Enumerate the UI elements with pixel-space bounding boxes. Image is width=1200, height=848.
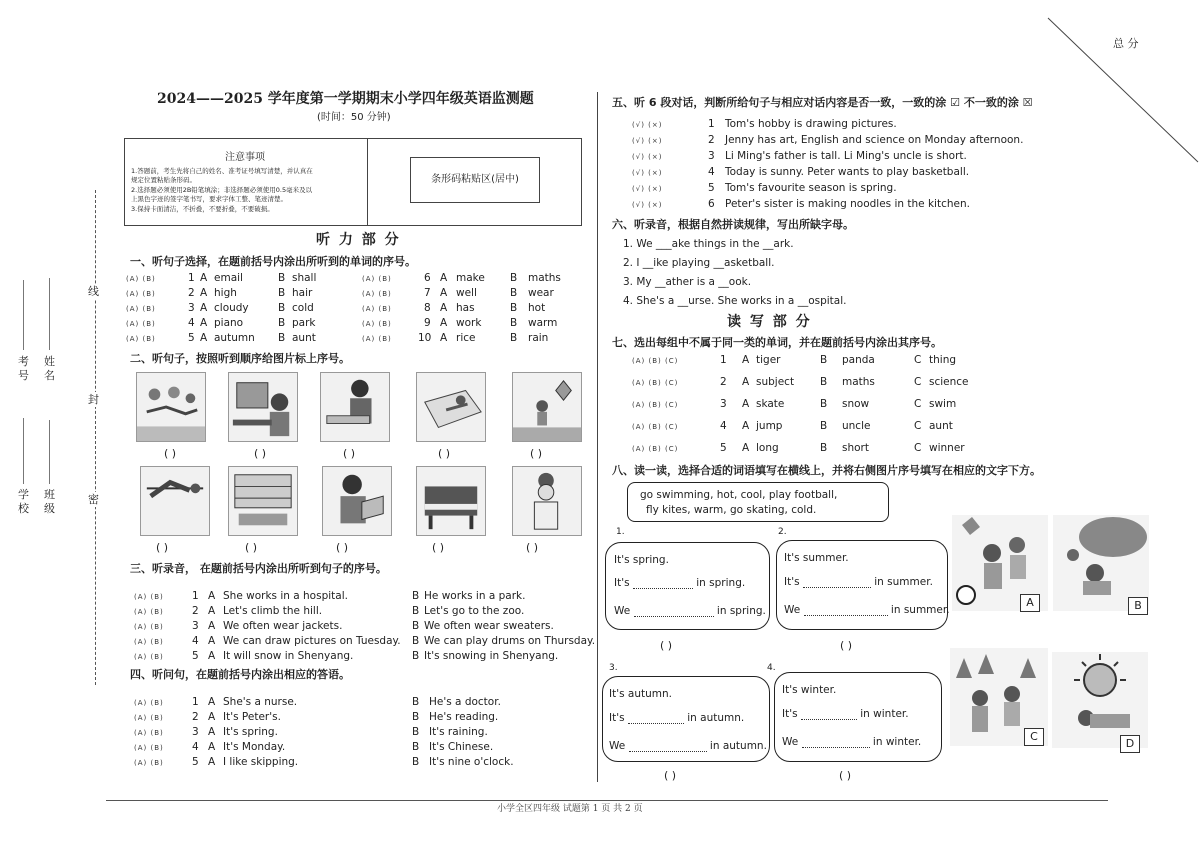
notice-title: 注意事项 bbox=[225, 152, 265, 163]
binding-margin bbox=[0, 0, 120, 848]
q7-row[interactable]: (A) (B) (C) 1 A tiger B panda C thing bbox=[632, 354, 957, 366]
picture-piano bbox=[416, 466, 486, 536]
answer-blank[interactable] bbox=[801, 719, 857, 720]
answer-paren[interactable]: ( ) bbox=[254, 447, 267, 460]
answer-blank[interactable] bbox=[628, 723, 684, 724]
spring-box: It's spring. It's in spring. We in spring. bbox=[605, 542, 770, 630]
total-score-label: 总 分 bbox=[1113, 37, 1139, 50]
picture-climbing-kids bbox=[136, 372, 206, 442]
notice-text: 1.答题前，考生先将自己的姓名、准考证号填写清楚，并认真在 规定位置粘贴条形码。 2.选择题必须使用2B铅笔填涂；非选择题必须使用0.5毫米及以 上黑色字迹的签字笔书写，要求字体工整、笔迹清楚。 3.保持卡面清洁，不折叠，不要折叠，不要破损。 bbox=[131, 167, 313, 213]
q5-row[interactable]: (√) (×) 6 Peter's sister is making noodles in the kitchen. bbox=[632, 198, 970, 210]
q1-row[interactable]: (A) (B) 10 A rice B rain bbox=[362, 332, 549, 344]
word-bank-line-1: go swimming, hot, cool, play football, bbox=[640, 489, 838, 501]
q1-row[interactable]: (A) (B) 8 A has B hot bbox=[362, 302, 546, 314]
school-label: 学校 bbox=[18, 488, 29, 516]
q1-row[interactable]: (A) (B) 4 A piano B park bbox=[126, 317, 316, 329]
q1-row[interactable]: (A) (B) 9 A work B warm bbox=[362, 317, 558, 329]
time-note: (时间：50 分钟) bbox=[317, 112, 391, 123]
answer-paren[interactable]: ( ) bbox=[526, 541, 539, 554]
cut-line-label-xian: 线 bbox=[88, 285, 99, 298]
q3-row[interactable]: (A) (B) 2 A Let's climb the hill. B Let's go to the zoo. bbox=[134, 605, 525, 617]
answer-blank[interactable] bbox=[629, 751, 707, 752]
q8-title: 八、读一读，选择合适的词语填写在横线上，并将右侧图片序号填写在相应的文字下方。 bbox=[612, 464, 1041, 477]
box-number: 2. bbox=[778, 527, 787, 537]
q3-row[interactable]: (A) (B) 3 A We often wear jackets. B We often wear sweaters. bbox=[134, 620, 554, 632]
q7-row[interactable]: (A) (B) (C) 4 A jump B uncle C aunt bbox=[632, 420, 953, 432]
q1-row[interactable]: (A) (B) 5 A autumn B aunt bbox=[126, 332, 316, 344]
summer-box: It's summer. It's in summer. We in summer. bbox=[776, 540, 948, 630]
q5-row[interactable]: (√) (×) 5 Tom's favourite season is spring. bbox=[632, 182, 897, 194]
picture-boy-reading bbox=[322, 466, 392, 536]
answer-blank[interactable] bbox=[803, 587, 871, 588]
q4-row[interactable]: (A) (B) 5 A I like skipping. B It's nine o'clock. bbox=[134, 756, 514, 768]
picture-teacher-writing bbox=[320, 372, 390, 442]
q4-row[interactable]: (A) (B) 1 A She's a nurse. B He's a doctor. bbox=[134, 696, 501, 708]
autumn-box: It's autumn. It's in autumn. We in autumn. bbox=[602, 676, 770, 762]
name-line bbox=[49, 278, 50, 350]
barcode-area: 条形码粘贴区(居中) bbox=[410, 157, 540, 203]
q7-row[interactable]: (A) (B) (C) 2 A subject B maths C science bbox=[632, 376, 969, 388]
q3-title: 三、听录音， 在题前括号内涂出所听到句子的序号。 bbox=[130, 562, 387, 575]
q1-row[interactable]: (A) (B) 1 A email B shall bbox=[126, 272, 317, 284]
name-label: 姓名 bbox=[44, 355, 55, 383]
q3-row[interactable]: (A) (B) 4 A We can draw pictures on Tuesday. B We can play drums on Thursday. bbox=[134, 635, 596, 647]
listening-section-title: 听 力 部 分 bbox=[316, 232, 401, 248]
picture-kite-flying bbox=[512, 372, 582, 442]
exam-number-line bbox=[23, 280, 24, 350]
answer-paren[interactable]: ( ) bbox=[438, 447, 451, 460]
word-bank-line-2: fly kites, warm, go skating, cold. bbox=[646, 504, 817, 516]
exam-number-label: 考号 bbox=[18, 355, 29, 383]
q3-row[interactable]: (A) (B) 1 A She works in a hospital. B He works in a park. bbox=[134, 590, 526, 602]
picture-high-jump bbox=[140, 466, 210, 536]
answer-paren[interactable]: ( ) bbox=[156, 541, 169, 554]
q5-title: 五、听 6 段对话，判断所给句子与相应对话内容是否一致，一致的涂 ☑ 不一致的涂 ☒ bbox=[612, 96, 1033, 109]
picture-cook bbox=[512, 466, 582, 536]
q2-title: 二、听句子，按照听到顺序给图片标上序号。 bbox=[130, 352, 350, 365]
cut-line-label-feng: 封 bbox=[88, 393, 99, 406]
q6-item[interactable]: 2. I __ike playing __asketball. bbox=[623, 257, 775, 269]
reading-section-title: 读 写 部 分 bbox=[727, 314, 812, 330]
label-c: C bbox=[1024, 728, 1044, 746]
answer-paren[interactable]: ( ) bbox=[840, 639, 853, 652]
answer-paren[interactable]: ( ) bbox=[336, 541, 349, 554]
answer-paren[interactable]: ( ) bbox=[164, 447, 177, 460]
answer-blank[interactable] bbox=[802, 747, 870, 748]
q1-row[interactable]: (A) (B) 6 A make B maths bbox=[362, 272, 561, 284]
answer-paren[interactable]: ( ) bbox=[839, 769, 852, 782]
box-number: 1. bbox=[616, 527, 625, 537]
footer-rule bbox=[106, 800, 1108, 801]
q1-title: 一、听句子选择，在题前括号内涂出所听到的单词的序号。 bbox=[130, 255, 416, 268]
answer-blank[interactable] bbox=[633, 588, 693, 589]
box-number: 4. bbox=[767, 663, 776, 673]
answer-blank[interactable] bbox=[804, 615, 888, 616]
answer-blank[interactable] bbox=[634, 616, 714, 617]
label-b: B bbox=[1128, 597, 1148, 615]
q5-row[interactable]: (√) (×) 1 Tom's hobby is drawing pictures. bbox=[632, 118, 897, 130]
q7-row[interactable]: (A) (B) (C) 5 A long B short C winner bbox=[632, 442, 965, 454]
q5-row[interactable]: (√) (×) 4 Today is sunny. Peter wants to play basketball. bbox=[632, 166, 970, 178]
word-bank bbox=[627, 482, 889, 522]
answer-paren[interactable]: ( ) bbox=[530, 447, 543, 460]
winter-box: It's winter. It's in winter. We in winter. bbox=[774, 672, 942, 762]
class-label: 班级 bbox=[44, 488, 55, 516]
q7-row[interactable]: (A) (B) (C) 3 A skate B snow C swim bbox=[632, 398, 957, 410]
answer-paren[interactable]: ( ) bbox=[343, 447, 356, 460]
q6-title: 六、听录音，根据自然拼读规律，写出所缺字母。 bbox=[612, 218, 854, 231]
answer-paren[interactable]: ( ) bbox=[245, 541, 258, 554]
cut-line-label-mi: 密 bbox=[88, 493, 99, 506]
box-number: 3. bbox=[609, 663, 618, 673]
school-line bbox=[23, 418, 24, 484]
column-divider bbox=[597, 92, 598, 782]
label-a: A bbox=[1020, 594, 1040, 612]
page-footer: 小学全区四年级 试题第 1 页 共 2 页 bbox=[497, 804, 643, 814]
score-corner bbox=[1040, 0, 1200, 170]
class-line bbox=[49, 420, 50, 484]
picture-boy-computer bbox=[228, 372, 298, 442]
picture-d-hot-sun bbox=[1052, 652, 1148, 748]
q3-row[interactable]: (A) (B) 5 A It will snow in Shenyang. B It's snowing in Shenyang. bbox=[134, 650, 559, 662]
q1-row[interactable]: (A) (B) 2 A high B hair bbox=[126, 287, 313, 299]
q4-row[interactable]: (A) (B) 2 A It's Peter's. B He's reading. bbox=[134, 711, 499, 723]
q4-row[interactable]: (A) (B) 4 A It's Monday. B It's Chinese. bbox=[134, 741, 494, 753]
q4-title: 四、听问句，在题前括号内涂出相应的答语。 bbox=[130, 668, 350, 681]
q4-row[interactable]: (A) (B) 3 A It's spring. B It's raining. bbox=[134, 726, 488, 738]
q6-item[interactable]: 4. She's a __urse. She works in a __ospital. bbox=[623, 295, 847, 307]
q5-row[interactable]: (√) (×) 2 Jenny has art, English and science on Monday afternoon. bbox=[632, 134, 1024, 146]
q6-item[interactable]: 3. My __ather is a __ook. bbox=[623, 276, 752, 288]
picture-library bbox=[228, 466, 298, 536]
notice-box bbox=[124, 138, 582, 226]
answer-paren[interactable]: ( ) bbox=[664, 769, 677, 782]
q5-row[interactable]: (√) (×) 3 Li Ming's father is tall. Li Ming's uncle is short. bbox=[632, 150, 967, 162]
picture-swimming bbox=[416, 372, 486, 442]
q7-title: 七、选出每组中不属于同一类的单词，并在题前括号内涂出其序号。 bbox=[612, 336, 942, 349]
answer-paren[interactable]: ( ) bbox=[660, 639, 673, 652]
answer-paren[interactable]: ( ) bbox=[432, 541, 445, 554]
q6-item[interactable]: 1. We ___ake things in the __ark. bbox=[623, 238, 794, 250]
q1-row[interactable]: (A) (B) 7 A well B wear bbox=[362, 287, 554, 299]
exam-title: 2024——2025 学年度第一学期期末小学四年级英语监测题 bbox=[157, 91, 534, 107]
label-d: D bbox=[1120, 735, 1140, 753]
q1-row[interactable]: (A) (B) 3 A cloudy B cold bbox=[126, 302, 314, 314]
